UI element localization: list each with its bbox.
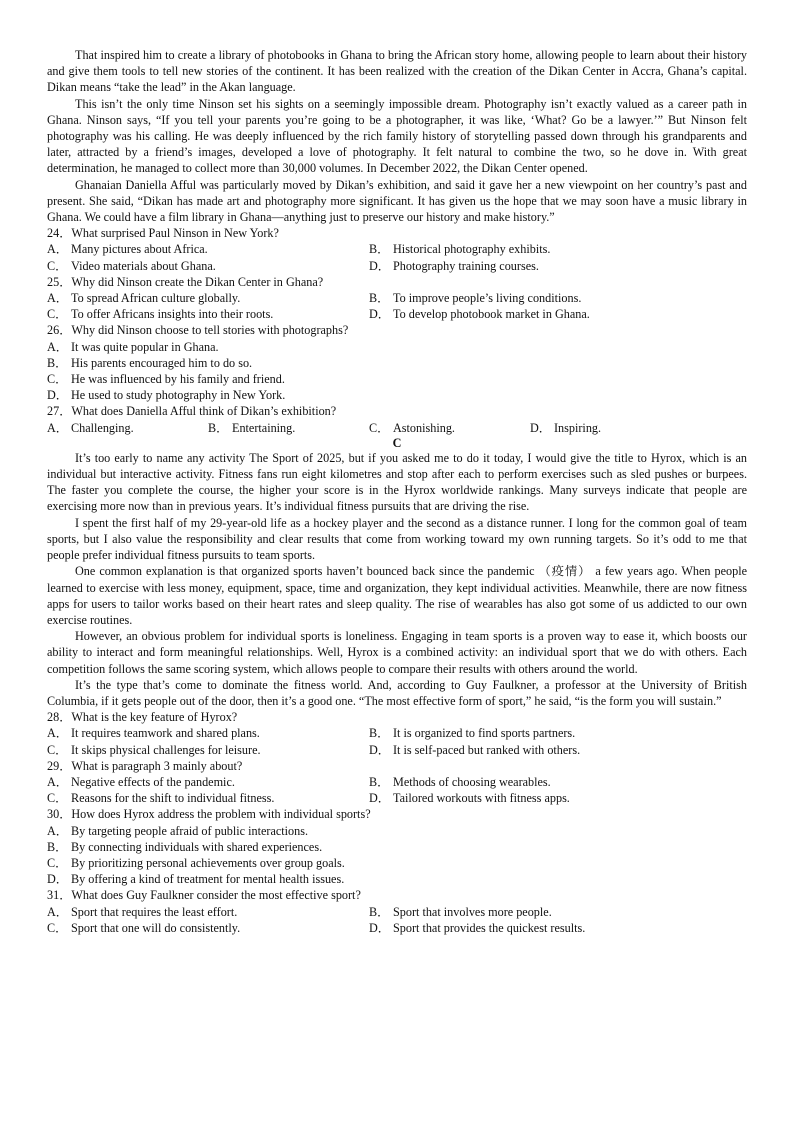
question-stem: 24．What surprised Paul Ninson in New York? — [47, 226, 279, 241]
option-text: It is self-paced but ranked with others. — [393, 742, 581, 757]
question-stem: 25．Why did Ninson create the Dikan Center in Ghana? — [47, 274, 324, 289]
option-text: By targeting people afraid of public interactions. — [71, 823, 309, 838]
option-letter: B． — [369, 904, 390, 919]
option-letter: D． — [47, 388, 68, 403]
option-grid — [47, 290, 747, 322]
option-c[interactable] — [47, 306, 369, 322]
option-grid — [47, 420, 747, 436]
option-letter: D． — [530, 420, 551, 435]
option-text: Historical photography exhibits. — [393, 242, 551, 257]
option-letter: D． — [369, 791, 390, 806]
option-a[interactable] — [47, 774, 369, 790]
option-a[interactable] — [47, 290, 369, 306]
option-letter: C． — [47, 307, 68, 322]
question-stem: 31．What does Guy Faulkner consider the most effective sport? — [47, 888, 361, 903]
question-stem: 29．What is paragraph 3 mainly about? — [47, 758, 243, 773]
option-c[interactable] — [47, 258, 369, 274]
option-b[interactable] — [369, 774, 747, 790]
option-c[interactable] — [47, 742, 369, 758]
passage-c-paragraph-2: I spent the first half of my 29-year-old life as a hockey player and the second as a distance runner. I long for the common goal of team sports, but I also value the responsibility and clear results that come from working toward my own running targets. So it’s odd to me that people prefer individual fitness pursuits to team sports. — [47, 515, 747, 563]
option-letter: C． — [47, 372, 68, 387]
option-text: To improve people’s living conditions. — [393, 291, 582, 306]
option-letter: B． — [369, 291, 390, 306]
option-grid — [47, 241, 747, 273]
question-25 — [47, 274, 747, 323]
option-letter: B． — [369, 242, 390, 257]
option-text: To spread African culture globally. — [71, 291, 241, 306]
option-b[interactable] — [369, 241, 747, 257]
question-stem: 26．Why did Ninson choose to tell stories with photographs? — [47, 323, 349, 338]
passage-c-paragraph-5: It’s the type that’s come to dominate the fitness world. And, according to Guy Faulkner, a professor at the University of British Columbia, if it gets people out of the door, then it’s a good one. “The most effective form of sport,” he said, “is the form you will sustain.” — [47, 677, 747, 708]
option-text: By prioritizing personal achievements over group goals. — [71, 855, 345, 870]
option-text: Entertaining. — [232, 420, 296, 435]
option-letter: B． — [369, 774, 390, 789]
question-stem: 28．What is the key feature of Hyrox? — [47, 710, 238, 725]
passage-c-paragraph-1: It’s too early to name any activity The Sport of 2025, but if you asked me to do it today, I would give the title to Hyrox, which is an individual but interactive activity. Fitness fans run eight kilometres and stop after each to perform exercises such as sled pushes or burpees. The faster you complete the course, the higher your score is in the Hyrox worldwide rankings. Many surveys indicate that people are exercising more now than in previous years. It’s individual fitness pursuits that are driving the rise. — [47, 450, 747, 514]
question-27 — [47, 403, 747, 435]
option-letter: A． — [47, 823, 68, 838]
option-text: Sport that involves more people. — [393, 904, 552, 919]
option-c[interactable] — [47, 790, 369, 806]
question-29 — [47, 758, 747, 807]
option-d[interactable] — [530, 420, 747, 436]
option-grid — [47, 904, 747, 936]
passage-b-paragraph-2: This isn’t the only time Ninson set his sights on a seemingly impossible dream. Photography isn’t exactly valued as a career path in Ghana. Ninson says, “If you tell your parents you’re going to be a photographer, it was like, ‘What? Go be a lawyer.’” But Ninson felt photography was his calling. He was deeply influenced by the rich family history of storytelling passed down through his grandparents and later, attracted by a friend’s images, developed a love of photography. It felt natural to combine the two, so he dove in. With great determination, he managed to collect more than 30,000 volumes. In December 2022, the Dikan Center opened. — [47, 96, 747, 176]
exam-page — [47, 47, 747, 936]
option-text: Sport that one will do consistently. — [71, 920, 241, 935]
passage-c — [47, 450, 747, 709]
option-letter: C． — [47, 258, 68, 273]
option-letter: B． — [47, 355, 68, 370]
option-a[interactable] — [47, 823, 747, 839]
question-28 — [47, 709, 747, 758]
option-text: To develop photobook market in Ghana. — [393, 307, 590, 322]
question-30 — [47, 806, 747, 887]
option-letter: C． — [47, 920, 68, 935]
option-d[interactable] — [369, 742, 747, 758]
option-b[interactable] — [47, 839, 747, 855]
option-text: He used to study photography in New York. — [71, 388, 286, 403]
option-d[interactable] — [369, 306, 747, 322]
option-letter: A． — [47, 242, 68, 257]
passage-b-paragraph-1: That inspired him to create a library of photobooks in Ghana to bring the African story home, allowing people to learn about their history and give them tools to tell new stories of the continent. It has been realized with the creation of the Dikan Center in Accra, Ghana’s capital. Dikan means “take the lead” in the Akan language. — [47, 48, 747, 95]
option-text: Many pictures about Africa. — [71, 242, 208, 257]
option-letter: A． — [47, 339, 68, 354]
option-letter: C． — [369, 420, 390, 435]
option-text: By connecting individuals with shared experiences. — [71, 839, 323, 854]
option-c[interactable] — [47, 920, 369, 936]
option-b[interactable] — [208, 420, 369, 436]
option-text: Methods of choosing wearables. — [393, 774, 551, 789]
option-a[interactable] — [47, 904, 369, 920]
question-24 — [47, 225, 747, 274]
option-text: Reasons for the shift to individual fitness. — [71, 791, 275, 806]
option-letter: D． — [369, 258, 390, 273]
option-text: Video materials about Ghana. — [71, 258, 216, 273]
option-grid — [47, 725, 747, 757]
option-c[interactable] — [369, 420, 530, 436]
option-text: It is organized to find sports partners. — [393, 726, 576, 741]
passage-c-paragraph-4: However, an obvious problem for individual sports is loneliness. Engaging in team sports is a proven way to ease it, which boosts our ability to interact and form meaningful relationships. Well, Hyrox is a combined activity: an individual sport that we do with others. Each competition follows the same scoring system, which allows people to compare their results with others around the world. — [47, 629, 747, 676]
option-letter: C． — [47, 855, 68, 870]
passage-b — [47, 47, 747, 225]
option-text: Tailored workouts with fitness apps. — [393, 791, 570, 806]
passage-b-paragraph-3: Ghanaian Daniella Afful was particularly moved by Dikan’s exhibition, and said it gave her a new viewpoint on her country’s past and present. She said, “Dikan has made art and photography more significant. It has given us the hope that we may soon have a music library in Ghana. We could have a film library in Ghana—anything just to preserve our history and make history.” — [47, 177, 747, 225]
option-text: Inspiring. — [554, 420, 602, 435]
option-text: Astonishing. — [393, 420, 455, 435]
option-letter: A． — [47, 420, 68, 435]
option-text: By offering a kind of treatment for mental health issues. — [71, 872, 345, 887]
option-d[interactable] — [47, 871, 747, 887]
option-d[interactable] — [369, 258, 747, 274]
option-text: His parents encouraged him to do so. — [71, 355, 253, 370]
question-stem: 30．How does Hyrox address the problem with individual sports? — [47, 807, 371, 822]
option-letter: B． — [47, 839, 68, 854]
question-stem: 27．What does Daniella Afful think of Dikan’s exhibition? — [47, 404, 337, 419]
option-a[interactable] — [47, 420, 208, 436]
option-letter: C． — [47, 742, 68, 757]
option-a[interactable] — [47, 339, 747, 355]
option-b[interactable] — [369, 904, 747, 920]
option-d[interactable] — [369, 920, 747, 936]
option-letter: D． — [369, 307, 390, 322]
option-grid — [47, 774, 747, 806]
option-letter: C． — [47, 791, 68, 806]
option-letter: A． — [47, 774, 68, 789]
option-text: Sport that provides the quickest results. — [393, 920, 586, 935]
option-a[interactable] — [47, 725, 369, 741]
option-c[interactable] — [47, 371, 747, 387]
option-a[interactable] — [47, 241, 369, 257]
option-b[interactable] — [47, 355, 747, 371]
option-text: It requires teamwork and shared plans. — [71, 726, 260, 741]
option-letter: A． — [47, 291, 68, 306]
option-d[interactable] — [47, 387, 747, 403]
option-letter: D． — [47, 872, 68, 887]
option-text: Negative effects of the pandemic. — [71, 774, 235, 789]
option-text: Challenging. — [71, 420, 134, 435]
option-b[interactable] — [369, 725, 747, 741]
option-letter: A． — [47, 726, 68, 741]
option-letter: B． — [208, 420, 229, 435]
option-text: Sport that requires the least effort. — [71, 904, 238, 919]
section-heading: C — [392, 435, 402, 450]
option-letter: B． — [369, 726, 390, 741]
option-text: It skips physical challenges for leisure. — [71, 742, 261, 757]
option-c[interactable] — [47, 855, 747, 871]
question-26 — [47, 322, 747, 403]
option-letter: D． — [369, 920, 390, 935]
option-text: Photography training courses. — [393, 258, 539, 273]
passage-c-paragraph-3: One common explanation is that organized sports haven’t bounced back since the pandemic （疫情） a few years ago. When people learned to exercise with less money, equipment, space, time and organization, they kept individual activities. Meanwhile, there are now fitness apps for users to tailor works based on their heart rates and sleep quality. The rise of wearables has also got some of us addicted to our own exercise routines. — [47, 564, 747, 627]
question-31 — [47, 887, 747, 936]
option-text: He was influenced by his family and friend. — [71, 372, 285, 387]
option-letter: D． — [369, 742, 390, 757]
option-text: It was quite popular in Ghana. — [71, 339, 219, 354]
option-b[interactable] — [369, 290, 747, 306]
option-text: To offer Africans insights into their roots. — [71, 307, 274, 322]
option-d[interactable] — [369, 790, 747, 806]
option-letter: A． — [47, 904, 68, 919]
